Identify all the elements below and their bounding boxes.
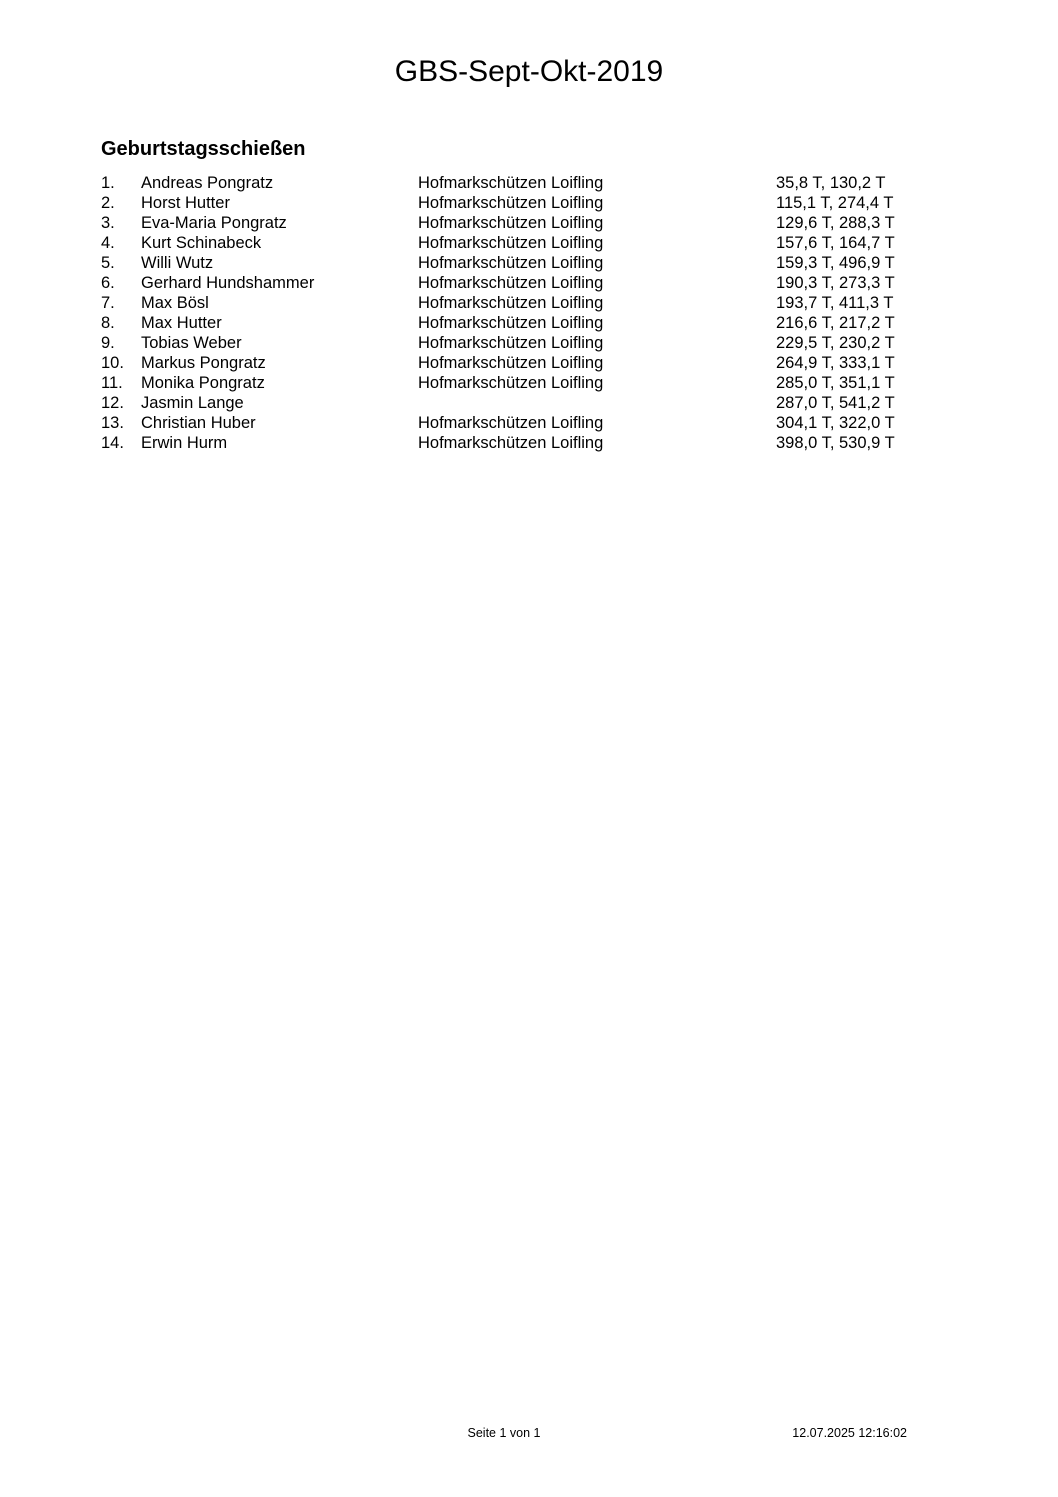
result-name: Gerhard Hundshammer bbox=[141, 274, 315, 292]
result-club: Hofmarkschützen Loifling bbox=[418, 214, 604, 232]
result-name: Willi Wutz bbox=[141, 254, 214, 272]
result-club: Hofmarkschützen Loifling bbox=[418, 314, 604, 332]
result-score: 190,3 T, 273,3 T bbox=[776, 274, 895, 292]
result-rank: 1. bbox=[101, 174, 115, 192]
result-rank: 3. bbox=[101, 214, 115, 232]
result-row bbox=[0, 413, 1058, 433]
result-score: 115,1 T, 274,4 T bbox=[776, 194, 894, 212]
result-score: 264,9 T, 333,1 T bbox=[776, 354, 895, 372]
result-score: 216,6 T, 217,2 T bbox=[776, 314, 895, 332]
result-name: Max Bösl bbox=[141, 294, 209, 312]
result-row bbox=[0, 213, 1058, 233]
result-name: Andreas Pongratz bbox=[141, 174, 274, 192]
result-score: 304,1 T, 322,0 T bbox=[776, 414, 895, 432]
footer-page-number: Seite 1 von 1 bbox=[467, 1426, 541, 1440]
result-rank: 2. bbox=[101, 194, 115, 212]
result-club: Hofmarkschützen Loifling bbox=[418, 174, 604, 192]
section-heading: Geburtstagsschießen bbox=[101, 138, 306, 160]
result-row bbox=[0, 233, 1058, 253]
result-score: 159,3 T, 496,9 T bbox=[776, 254, 895, 272]
result-score: 35,8 T, 130,2 T bbox=[776, 174, 886, 192]
result-row bbox=[0, 353, 1058, 373]
result-rank: 9. bbox=[101, 334, 115, 352]
result-name: Eva-Maria Pongratz bbox=[141, 214, 287, 232]
result-row bbox=[0, 173, 1058, 193]
result-name: Markus Pongratz bbox=[141, 354, 266, 372]
result-row bbox=[0, 253, 1058, 273]
result-rank: 10. bbox=[101, 354, 124, 372]
result-row bbox=[0, 333, 1058, 353]
result-rank: 11. bbox=[101, 374, 123, 392]
results-list bbox=[0, 173, 1058, 453]
result-row bbox=[0, 273, 1058, 293]
result-rank: 8. bbox=[101, 314, 115, 332]
footer-timestamp: 12.07.2025 12:16:02 bbox=[792, 1426, 907, 1440]
result-club: Hofmarkschützen Loifling bbox=[418, 374, 604, 392]
result-score: 157,6 T, 164,7 T bbox=[776, 234, 895, 252]
result-club: Hofmarkschützen Loifling bbox=[418, 354, 604, 372]
result-club: Hofmarkschützen Loifling bbox=[418, 194, 604, 212]
result-rank: 7. bbox=[101, 294, 115, 312]
result-name: Tobias Weber bbox=[141, 334, 242, 352]
result-name: Monika Pongratz bbox=[141, 374, 265, 392]
result-rank: 12. bbox=[101, 394, 124, 412]
result-club: Hofmarkschützen Loifling bbox=[418, 254, 604, 272]
result-row bbox=[0, 393, 1058, 413]
result-name: Max Hutter bbox=[141, 314, 222, 332]
result-name: Jasmin Lange bbox=[141, 394, 244, 412]
result-score: 398,0 T, 530,9 T bbox=[776, 434, 895, 452]
result-row bbox=[0, 193, 1058, 213]
result-club: Hofmarkschützen Loifling bbox=[418, 274, 604, 292]
result-row bbox=[0, 433, 1058, 453]
result-name: Horst Hutter bbox=[141, 194, 230, 212]
result-rank: 5. bbox=[101, 254, 115, 272]
result-row bbox=[0, 373, 1058, 393]
result-name: Kurt Schinabeck bbox=[141, 234, 262, 252]
result-row bbox=[0, 293, 1058, 313]
result-name: Erwin Hurm bbox=[141, 434, 228, 452]
result-score: 193,7 T, 411,3 T bbox=[776, 294, 894, 312]
result-rank: 6. bbox=[101, 274, 115, 292]
result-club: Hofmarkschützen Loifling bbox=[418, 414, 604, 432]
result-score: 129,6 T, 288,3 T bbox=[776, 214, 895, 232]
result-club: Hofmarkschützen Loifling bbox=[418, 334, 604, 352]
result-score: 287,0 T, 541,2 T bbox=[776, 394, 895, 412]
result-club: Hofmarkschützen Loifling bbox=[418, 234, 604, 252]
result-club: Hofmarkschützen Loifling bbox=[418, 434, 604, 452]
result-score: 285,0 T, 351,1 T bbox=[776, 374, 895, 392]
result-rank: 4. bbox=[101, 234, 115, 252]
result-rank: 14. bbox=[101, 434, 124, 452]
result-name: Christian Huber bbox=[141, 414, 256, 432]
page-title: GBS-Sept-Okt-2019 bbox=[394, 55, 664, 88]
result-row bbox=[0, 313, 1058, 333]
result-club: Hofmarkschützen Loifling bbox=[418, 294, 604, 312]
result-score: 229,5 T, 230,2 T bbox=[776, 334, 895, 352]
result-rank: 13. bbox=[101, 414, 124, 432]
